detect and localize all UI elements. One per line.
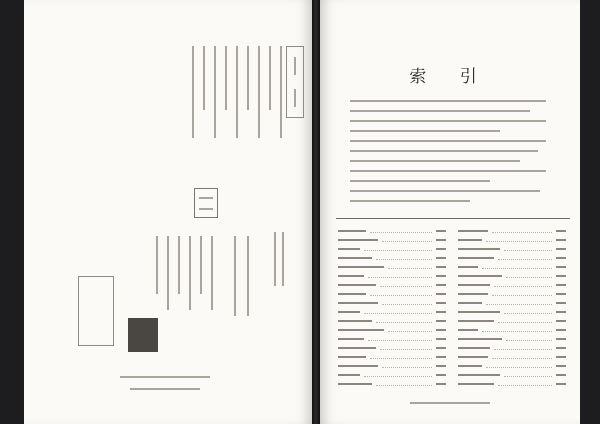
unreadable-text	[192, 46, 194, 138]
unreadable-text	[458, 356, 488, 358]
author-profile-block	[192, 46, 282, 138]
unreadable-text	[458, 302, 482, 304]
printer-info-box	[78, 276, 114, 346]
index-entry	[338, 262, 446, 271]
index-entry	[338, 325, 446, 334]
unreadable-text	[350, 120, 546, 122]
unreadable-text	[556, 365, 566, 367]
unreadable-text	[458, 230, 488, 232]
leader-dots	[380, 283, 432, 287]
unreadable-text	[338, 284, 376, 286]
unreadable-text	[280, 46, 282, 138]
index-entry	[458, 352, 566, 361]
leader-dots	[376, 319, 432, 323]
unreadable-text	[338, 383, 372, 385]
unreadable-text	[556, 266, 566, 268]
unreadable-text	[436, 329, 446, 331]
index-entry	[458, 271, 566, 280]
index-entry	[338, 226, 446, 235]
index-entry	[458, 262, 566, 271]
index-entry	[458, 370, 566, 379]
unreadable-text	[556, 284, 566, 286]
unreadable-text	[294, 89, 296, 107]
unreadable-text	[458, 347, 490, 349]
inspection-seal-box	[194, 188, 218, 218]
unreadable-text	[458, 266, 478, 268]
index-entry	[338, 244, 446, 253]
unreadable-text	[436, 374, 446, 376]
unreadable-text	[556, 293, 566, 295]
index-entry	[458, 316, 566, 325]
leader-dots	[504, 310, 552, 314]
left-page-colophon	[24, 0, 312, 424]
unreadable-text	[225, 46, 227, 110]
unreadable-text	[556, 329, 566, 331]
leader-dots	[492, 229, 552, 233]
colophon-columns	[156, 236, 213, 310]
unreadable-text	[350, 180, 490, 182]
index-entry	[338, 289, 446, 298]
book-cover-left-edge	[0, 0, 24, 424]
unreadable-text	[200, 236, 202, 294]
unreadable-text	[556, 257, 566, 259]
index-entry	[338, 307, 446, 316]
unreadable-text	[458, 329, 478, 331]
unreadable-text	[178, 236, 180, 294]
unreadable-text	[203, 46, 205, 110]
unreadable-text	[338, 347, 376, 349]
index-entry	[338, 316, 446, 325]
leader-dots	[482, 328, 552, 332]
unreadable-text	[436, 347, 446, 349]
unreadable-text	[156, 236, 158, 294]
unreadable-text	[436, 284, 446, 286]
index-entry	[338, 370, 446, 379]
unreadable-text	[410, 402, 490, 404]
index-entry	[458, 343, 566, 352]
leader-dots	[368, 274, 432, 278]
index-entry	[338, 379, 446, 388]
leader-dots	[364, 310, 432, 314]
unreadable-text	[338, 275, 364, 277]
leader-dots	[382, 301, 432, 305]
index-entry	[458, 325, 566, 334]
unreadable-text	[556, 347, 566, 349]
unreadable-text	[199, 208, 213, 210]
leader-dots	[492, 292, 552, 296]
leader-dots	[482, 265, 552, 269]
unreadable-text	[556, 383, 566, 385]
unreadable-text	[458, 248, 500, 250]
leader-dots	[388, 328, 432, 332]
unreadable-text	[458, 293, 488, 295]
unreadable-text	[350, 190, 540, 192]
publication-dates	[274, 232, 284, 286]
index-entry	[338, 334, 446, 343]
leader-dots	[498, 256, 552, 260]
unreadable-text	[436, 338, 446, 340]
unreadable-text	[269, 46, 271, 110]
unreadable-text	[350, 160, 520, 162]
leader-dots	[370, 229, 432, 233]
leader-dots	[388, 265, 432, 269]
leader-dots	[498, 382, 552, 386]
unreadable-text	[350, 200, 470, 202]
unreadable-text	[214, 46, 216, 138]
leader-dots	[486, 301, 552, 305]
unreadable-text	[338, 329, 384, 331]
unreadable-text	[247, 46, 249, 110]
leader-dots	[376, 256, 432, 260]
unreadable-text	[458, 374, 500, 376]
leader-dots	[380, 346, 432, 350]
publisher-logo-mark	[128, 318, 158, 352]
unreadable-text	[556, 302, 566, 304]
unreadable-text	[189, 236, 191, 310]
leader-dots	[492, 355, 552, 359]
unreadable-text	[436, 257, 446, 259]
leader-dots	[370, 355, 432, 359]
unreadable-text	[338, 257, 372, 259]
leader-dots	[486, 364, 552, 368]
unreadable-text	[338, 320, 372, 322]
unreadable-text	[211, 236, 213, 310]
unreadable-text	[350, 130, 500, 132]
unreadable-text	[350, 140, 546, 142]
leader-dots	[504, 373, 552, 377]
unreadable-text	[338, 293, 366, 295]
usage-notes	[350, 100, 550, 210]
index-entry	[458, 379, 566, 388]
unreadable-text	[236, 46, 238, 138]
unreadable-text	[436, 248, 446, 250]
unreadable-text	[458, 365, 482, 367]
leader-dots	[506, 337, 552, 341]
series-stamp	[286, 46, 304, 118]
index-entry	[458, 298, 566, 307]
index-entry	[458, 307, 566, 316]
unreadable-text	[234, 236, 236, 316]
index-divider	[336, 218, 570, 219]
unreadable-text	[556, 275, 566, 277]
unreadable-text	[458, 239, 482, 241]
unreadable-text	[436, 302, 446, 304]
unreadable-text	[294, 57, 296, 75]
unreadable-text	[436, 356, 446, 358]
unreadable-text	[556, 248, 566, 250]
index-entry	[338, 298, 446, 307]
unreadable-text	[436, 275, 446, 277]
unreadable-text	[247, 236, 249, 316]
unreadable-text	[436, 230, 446, 232]
unreadable-text	[274, 232, 276, 286]
unreadable-text	[338, 374, 360, 376]
price-block	[234, 236, 249, 316]
book-spine-gutter	[312, 0, 320, 424]
index-entry	[458, 244, 566, 253]
unreadable-text	[458, 338, 502, 340]
index-entry	[338, 343, 446, 352]
unreadable-text	[556, 239, 566, 241]
page-heading: 索 引	[409, 67, 491, 87]
index-entry	[338, 280, 446, 289]
leader-dots	[498, 319, 552, 323]
unreadable-text	[458, 311, 500, 313]
leader-dots	[382, 364, 432, 368]
unreadable-text	[458, 257, 494, 259]
index-entry	[458, 361, 566, 370]
unreadable-text	[338, 311, 360, 313]
index-entry	[458, 289, 566, 298]
unreadable-text	[350, 100, 546, 102]
index-column-left	[338, 226, 446, 388]
leader-dots	[504, 247, 552, 251]
unreadable-text	[350, 170, 546, 172]
right-page-index	[320, 0, 580, 424]
unreadable-text	[556, 311, 566, 313]
leader-dots	[486, 238, 552, 242]
unreadable-text	[458, 284, 490, 286]
unreadable-text	[436, 266, 446, 268]
unreadable-text	[458, 383, 494, 385]
leader-dots	[382, 238, 432, 242]
unreadable-text	[556, 374, 566, 376]
leader-dots	[364, 247, 432, 251]
unreadable-text	[458, 320, 494, 322]
unreadable-text	[258, 46, 260, 138]
unreadable-text	[338, 248, 360, 250]
index-entry	[458, 280, 566, 289]
unreadable-text	[282, 232, 284, 286]
unreadable-text	[436, 365, 446, 367]
leader-dots	[368, 337, 432, 341]
unreadable-text	[199, 197, 213, 199]
unreadable-text	[556, 338, 566, 340]
unreadable-text	[556, 320, 566, 322]
unreadable-text	[338, 266, 384, 268]
index-entry	[458, 253, 566, 262]
unreadable-text	[167, 236, 169, 310]
leader-dots	[506, 274, 552, 278]
index-entry	[458, 334, 566, 343]
index-entry	[458, 226, 566, 235]
unreadable-text	[130, 388, 200, 390]
index-entry	[338, 352, 446, 361]
leader-dots	[376, 382, 432, 386]
unreadable-text	[556, 230, 566, 232]
unreadable-text	[338, 356, 366, 358]
unreadable-text	[436, 320, 446, 322]
unreadable-text	[338, 365, 378, 367]
unreadable-text	[436, 311, 446, 313]
unreadable-text	[338, 239, 378, 241]
index-entry	[338, 361, 446, 370]
index-entry	[338, 235, 446, 244]
unreadable-text	[436, 383, 446, 385]
unreadable-text	[436, 293, 446, 295]
unreadable-text	[120, 376, 210, 378]
unreadable-text	[350, 110, 530, 112]
unreadable-text	[338, 302, 378, 304]
unreadable-text	[458, 275, 502, 277]
index-entry	[338, 253, 446, 262]
unreadable-text	[338, 338, 364, 340]
unreadable-text	[556, 356, 566, 358]
unreadable-text	[338, 230, 366, 232]
unreadable-text	[436, 239, 446, 241]
leader-dots	[494, 283, 552, 287]
book-cover-right-edge	[580, 0, 600, 424]
leader-dots	[370, 292, 432, 296]
index-entry	[458, 235, 566, 244]
leader-dots	[494, 346, 552, 350]
leader-dots	[364, 373, 432, 377]
index-column-right	[458, 226, 566, 388]
index-entry	[338, 271, 446, 280]
unreadable-text	[350, 150, 538, 152]
